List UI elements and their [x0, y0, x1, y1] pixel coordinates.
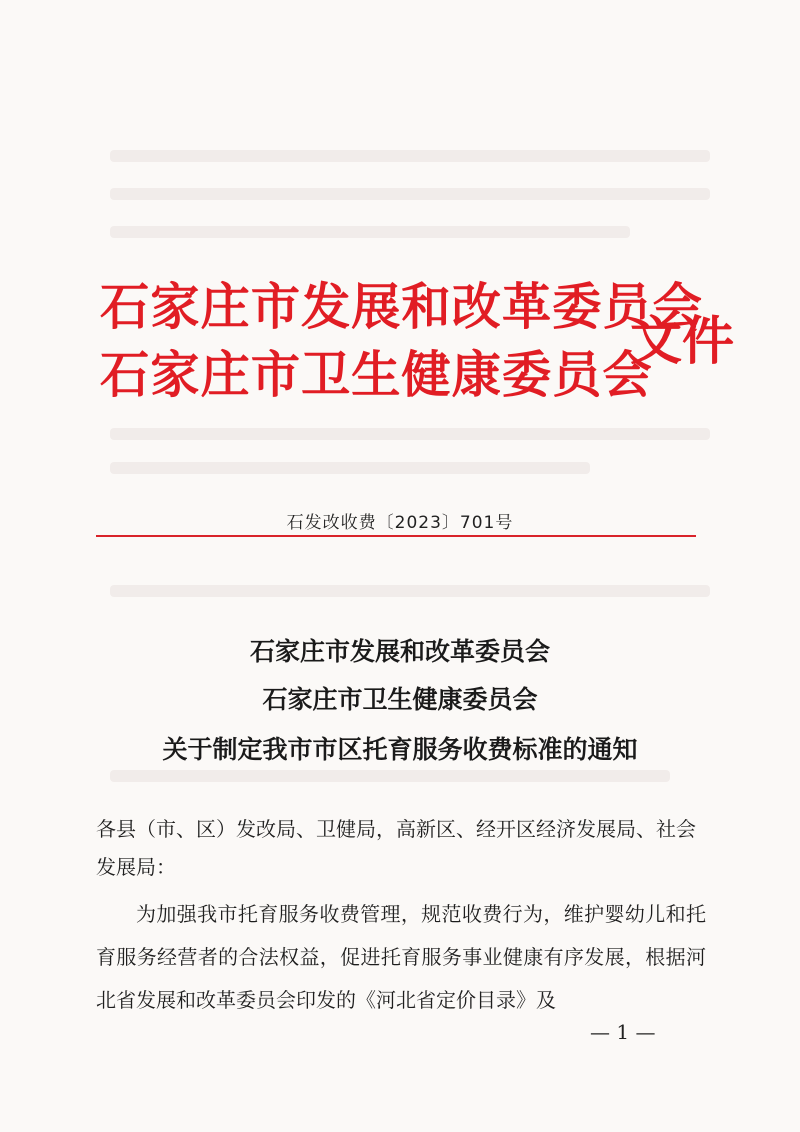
body-paragraph: 为加强我市托育服务收费管理，规范收费行为，维护婴幼儿和托育服务经营者的合法权益，促进托育服务事业健康有序发展，根据河北省发展和改革委员会印发的《河北省定价目录》及	[96, 902, 706, 1012]
notice-title: 关于制定我市市区托育服务收费标准的通知	[162, 735, 638, 764]
red-separator-rule	[96, 535, 696, 537]
issuing-org-2: 石家庄市卫生健康委员会	[100, 345, 653, 404]
show-through-line	[110, 428, 710, 440]
document-number: 石发改收费〔2023〕701号	[286, 513, 514, 533]
show-through-line	[110, 226, 630, 238]
title-line-2: 石家庄市卫生健康委员会	[262, 685, 538, 714]
show-through-line	[110, 188, 710, 200]
issuing-organizations-header	[100, 268, 740, 418]
title-line-1: 石家庄市发展和改革委员会	[249, 637, 550, 666]
document-kind-label: 文件	[630, 311, 735, 372]
show-through-line	[110, 585, 710, 597]
addressee: 各县（市、区）发改局、卫健局，高新区、经开区经济发展局、社会发展局：	[96, 817, 696, 879]
show-through-line	[110, 770, 670, 782]
show-through-line	[110, 462, 590, 474]
issuing-org-1: 石家庄市发展和改革委员会	[100, 277, 703, 336]
page-number: — 1 —	[590, 1020, 656, 1044]
show-through-line	[110, 150, 710, 162]
